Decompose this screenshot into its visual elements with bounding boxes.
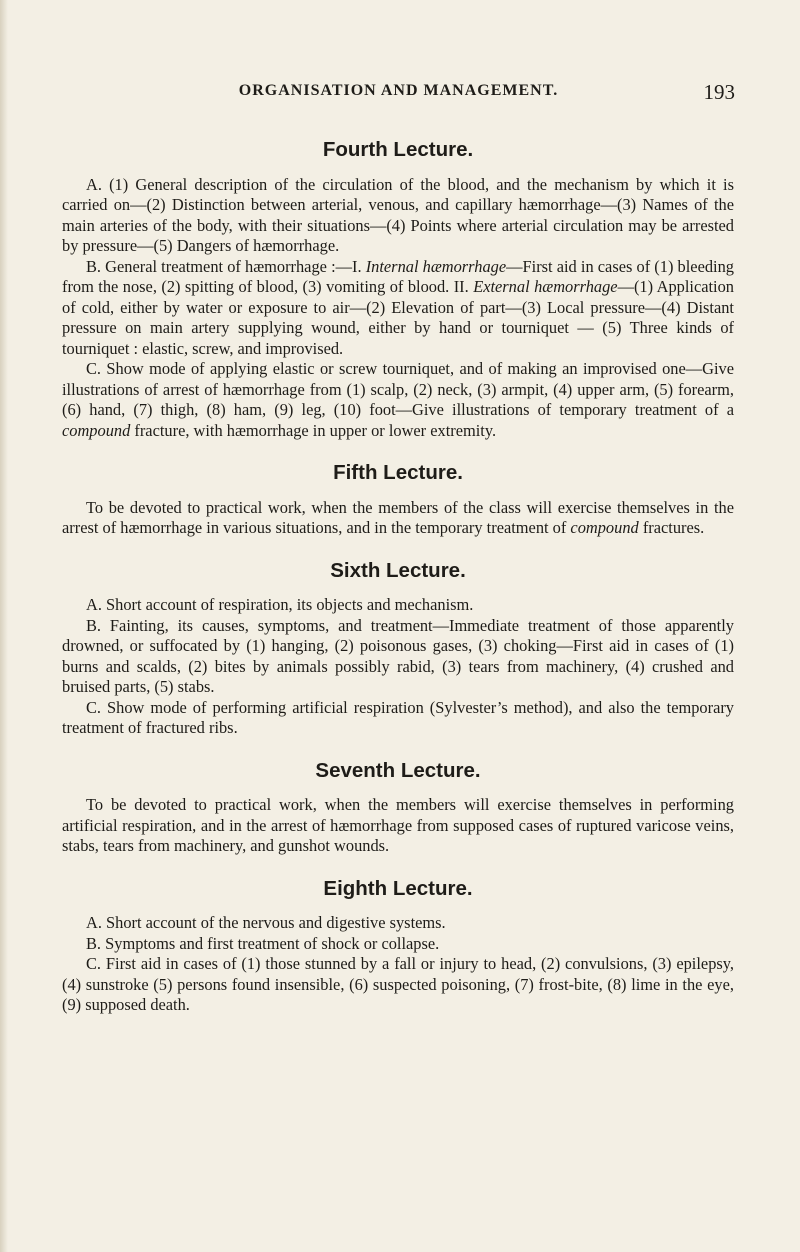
- page-number: 193: [703, 80, 735, 104]
- lecture-heading: Fifth Lecture.: [333, 461, 463, 484]
- text-run: A. (1) General description of the circulation of the blood, and the mechanism by which it is carried on—(2) Distinction between arterial, venous, and capillary hæmorrhage—(3) Names of the main arteries of the body, with their situations—(4) Points where arterial circulation may be arrested by pressure—(5) Dangers of hæmorrhage.: [62, 174, 734, 255]
- lecture-paragraph: [62, 954, 734, 1016]
- page-edge-shadow: [0, 0, 8, 1252]
- lecture-heading: Sixth Lecture.: [330, 558, 466, 582]
- lecture-section: [62, 758, 734, 857]
- page-body: [62, 140, 734, 1038]
- text-run: C. Show mode of applying elastic or screw tourniquet, and of making an improvised one—Give illustrations of arrest of hæmorrhage from (1) scalp, (2) neck, (3) armpit, (4) upper arm, (5) forearm, (6) hand, (7) thigh, (8) ham, (9) leg, (10) foot—Give illustrations of temporary treatment of a: [62, 359, 734, 419]
- lecture-paragraph: [62, 913, 734, 934]
- lecture-section: [62, 463, 734, 539]
- text-run: B. Fainting, its causes, symptoms, and treatment—Immediate treatment of those apparently drowned, or suffocated by (1) hanging, (2) poisonous gases, (3) choking—First aid in cases of (1) burns and scalds, (2) bites by animals possibly rabid, (3) tears from machinery, (4) crushed and bruised parts, (5) stabs.: [62, 615, 734, 696]
- lecture-heading: Fourth Lecture.: [322, 138, 474, 161]
- text-run: C. First aid in cases of (1) those stunned by a fall or injury to head, (2) convulsions, (3) epilepsy, (4) sunstroke (5) persons found insensible, (6) suspected poisoning, (7) frost-bite, (8) lime in the eye, (9) supposed death.: [62, 954, 734, 1014]
- italic-term: compound: [62, 420, 131, 440]
- text-run: B. General treatment of hæmorrhage :—I.: [86, 256, 366, 276]
- text-run: fracture, with hæmorrhage in upper or lower extremity.: [130, 420, 497, 440]
- lecture-paragraph: [62, 257, 734, 360]
- lecture-section: [62, 558, 734, 739]
- running-title: ORGANISATION AND MANAGEMENT.: [238, 82, 559, 99]
- lecture-paragraph: [62, 616, 734, 698]
- lecture-section: [62, 140, 734, 441]
- lecture-heading: Seventh Lecture.: [315, 758, 481, 782]
- running-header: [62, 82, 735, 108]
- lecture-heading: Eighth Lecture.: [323, 876, 473, 900]
- lecture-paragraph: [62, 934, 734, 955]
- text-run: C. Show mode of performing artificial respiration (Sylvester’s method), and also the temporary treatment of fractured ribs.: [62, 697, 734, 737]
- text-run: —(1) Application of cold, either by water or exposure to air—(2) Elevation of part—(3) Local pressure—(4) Distant pressure on main artery supplying wound, either by hand or tourniquet — (5) Three kinds of tourniquet : elastic, screw, and improvised.: [62, 277, 734, 358]
- text-run: A. Short account of respiration, its objects and mechanism.: [86, 595, 474, 614]
- text-run: —First aid in cases of (1) bleeding from the nose, (2) spitting of blood, (3) vomiting of blood. II.: [62, 256, 734, 296]
- lecture-paragraph: [62, 175, 734, 257]
- text-run: B. Symptoms and first treatment of shock or collapse.: [86, 933, 440, 953]
- italic-term: Internal hæmorrhage: [365, 256, 507, 276]
- lecture-paragraph: [62, 698, 734, 739]
- lecture-paragraph: [62, 498, 734, 539]
- lecture-paragraph: [62, 595, 734, 616]
- text-run: A. Short account of the nervous and digestive systems.: [86, 913, 446, 932]
- text-run: fractures.: [638, 518, 705, 537]
- lecture-paragraph: [62, 795, 734, 857]
- lecture-paragraph: [62, 359, 734, 441]
- lecture-section: [62, 876, 734, 1016]
- text-run: To be devoted to practical work, when the members of the class will exercise themselves in the arrest of hæmorrhage in various situations, and in the temporary treatment of: [62, 497, 734, 537]
- italic-term: External hæmorrhage: [473, 277, 618, 296]
- text-run: To be devoted to practical work, when the members will exercise themselves in performing artificial respiration, and in the arrest of hæmorrhage from supposed cases of ruptured varicose veins, stabs, tears from machinery, and gunshot wounds.: [62, 795, 734, 855]
- italic-term: compound: [570, 518, 639, 537]
